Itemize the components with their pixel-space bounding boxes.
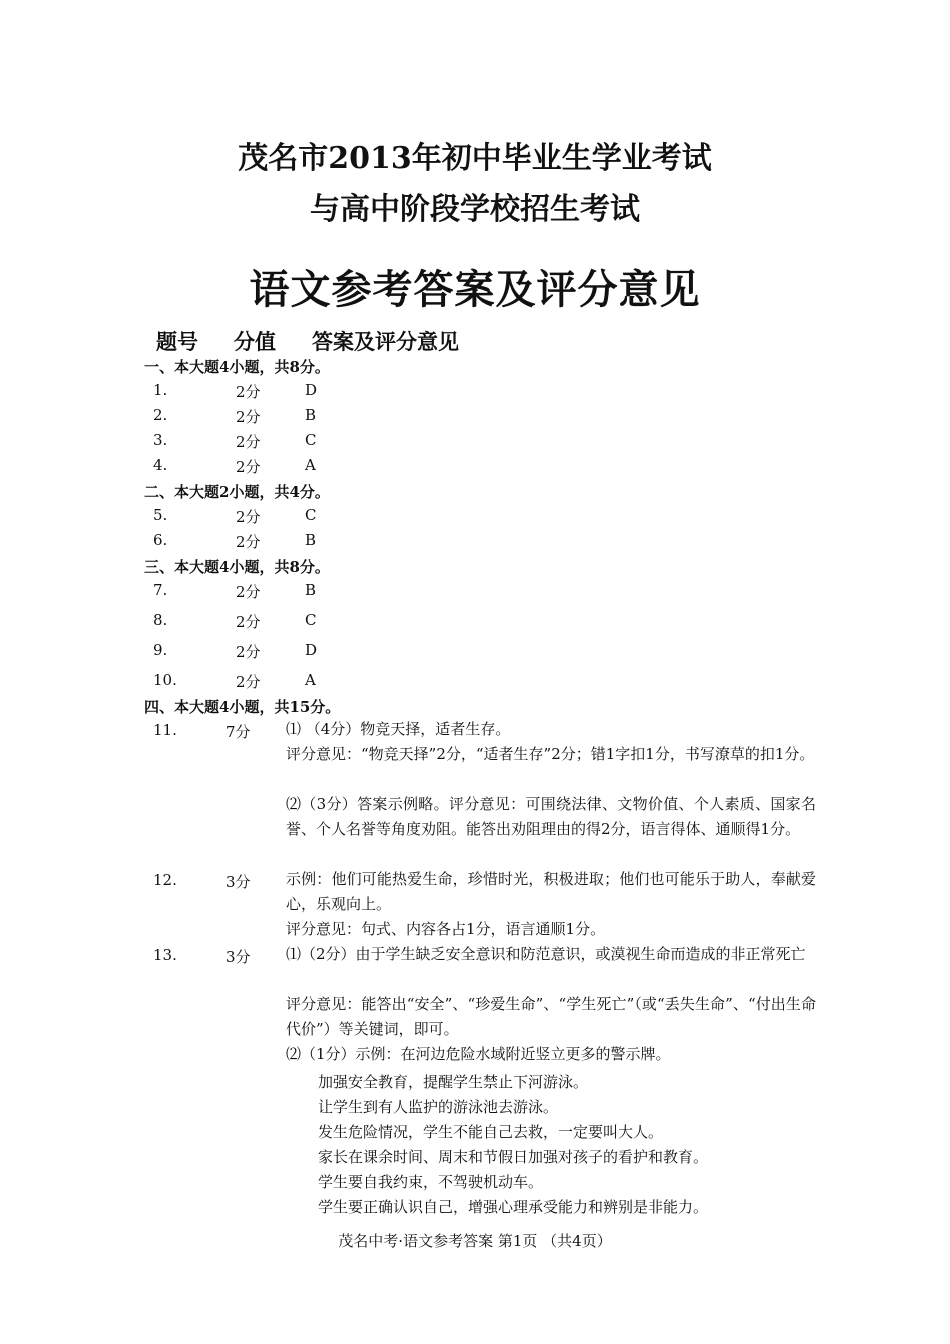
question-answer: B: [305, 581, 317, 599]
question-answer: B: [305, 531, 317, 549]
q13-example-item: 发生危险情况，学生不能自己去救，一定要叫大人。: [318, 1123, 664, 1141]
question-number: 5.: [153, 506, 168, 524]
question-points: 2分: [236, 613, 261, 631]
q11-part-1: ⑴ （4分）物竞天择，适者生存。: [286, 720, 511, 738]
question-number: 6.: [153, 531, 168, 549]
question-points: 2分: [236, 408, 261, 426]
question-points-12: 3分: [226, 873, 251, 891]
title-line-2: 与高中阶段学校招生考试: [310, 192, 640, 227]
q13-example-item: 让学生到有人监护的游泳池去游泳。: [318, 1098, 559, 1116]
question-answer: C: [305, 611, 317, 629]
question-answer: D: [305, 381, 318, 399]
question-points: 2分: [236, 583, 261, 601]
q13-example-item: 家长在课余时间、周末和节假日加强对孩子的看护和教育。: [318, 1148, 709, 1166]
question-number: 4.: [153, 456, 168, 474]
section-heading-4: 四、本大题4小题，共15分。: [144, 698, 341, 716]
question-number-13: 13.: [153, 946, 177, 964]
question-points: 2分: [236, 508, 261, 526]
question-number: 3.: [153, 431, 168, 449]
question-answer: C: [305, 506, 317, 524]
q13-scoring: 评分意见：能答出“安全”、“珍爱生命”、“学生死亡”（或“丢失生命”、“付出生命代价”）等关键词，即可。: [286, 995, 816, 1038]
q13-example-item: 学生要自我约束，不驾驶机动车。: [318, 1173, 544, 1191]
column-header-answer: 答案及评分意见: [312, 329, 459, 354]
question-answer: C: [305, 431, 317, 449]
question-points: 2分: [236, 458, 261, 476]
main-title: 语文参考答案及评分意见: [249, 266, 701, 313]
column-header-points: 分值: [234, 329, 276, 354]
question-points: 2分: [236, 673, 261, 691]
q13-part-1: ⑴（2分）由于学生缺乏安全意识和防范意识，或漠视生命而造成的非正常死亡: [286, 945, 806, 963]
question-number: 7.: [153, 581, 168, 599]
question-points-13: 3分: [226, 948, 251, 966]
question-answer: A: [305, 671, 316, 689]
question-points: 2分: [236, 533, 261, 551]
question-points: 2分: [236, 433, 261, 451]
q11-scoring-1: 评分意见：“物竞天择”2分，“适者生存”2分；错1字扣1分，书写潦草的扣1分。: [286, 745, 815, 763]
page-footer: 茂名中考·语文参考答案 第1页 （共4页）: [338, 1232, 612, 1250]
section-heading-3: 三、本大题4小题，共8分。: [144, 558, 330, 576]
q13-example-item: 学生要正确认识自己，增强心理承受能力和辨别是非能力。: [318, 1198, 709, 1216]
question-points: 2分: [236, 383, 261, 401]
question-number-12: 12.: [153, 871, 177, 889]
question-answer: D: [305, 641, 318, 659]
question-number: 9.: [153, 641, 168, 659]
question-number: 8.: [153, 611, 168, 629]
question-number-11: 11.: [153, 721, 177, 739]
title-line-1: 茂名市2013年初中毕业生学业考试: [238, 141, 712, 176]
question-number: 1.: [153, 381, 168, 399]
question-points-11: 7分: [226, 723, 251, 741]
q12-example: 示例：他们可能热爱生命，珍惜时光，积极进取；他们也可能乐于助人，奉献爱心，乐观向上。: [286, 870, 816, 913]
section-heading-2: 二、本大题2小题，共4分。: [144, 483, 330, 501]
question-number: 10.: [153, 671, 177, 689]
question-answer: B: [305, 406, 317, 424]
question-points: 2分: [236, 643, 261, 661]
q13-example-item: 加强安全教育，提醒学生禁止下河游泳。: [318, 1073, 589, 1091]
section-heading-1: 一、本大题4小题，共8分。: [144, 358, 330, 376]
q11-part-2: ⑵（3分）答案示例略。评分意见：可围绕法律、文物价值、个人素质、国家名誉、个人名誉等角度劝阻。能答出劝阻理由的得2分，语言得体、通顺得1分。: [286, 795, 816, 838]
question-number: 2.: [153, 406, 168, 424]
column-header-number: 题号: [156, 329, 198, 354]
question-answer: A: [305, 456, 316, 474]
q12-scoring: 评分意见：句式、内容各占1分，语言通顺1分。: [286, 920, 606, 938]
q13-part-2: ⑵（1分）示例：在河边危险水域附近竖立更多的警示牌。: [286, 1045, 671, 1063]
